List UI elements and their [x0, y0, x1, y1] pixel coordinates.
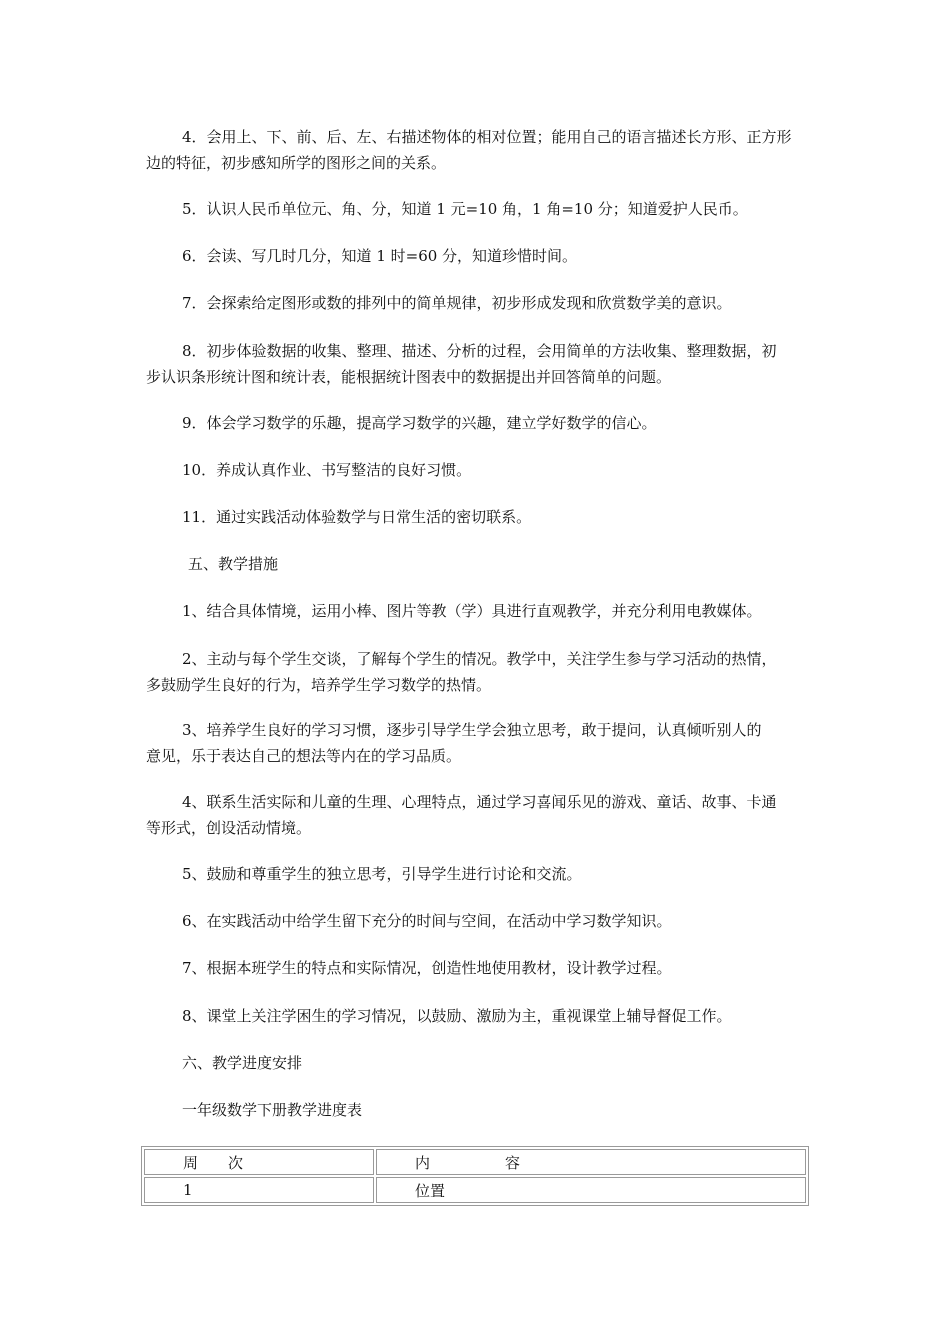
table-caption [146, 1097, 810, 1123]
paragraph-measure-8 [146, 1003, 810, 1029]
text-line: 8．初步体验数据的收集、整理、描述、分析的过程，会用简单的方法收集、整理数据，初 [182, 342, 777, 360]
paragraph-goal-8 [146, 338, 810, 390]
text-line: 1、结合具体情境，运用小棒、图片等教（学）具进行直观教学，并充分利用电教媒体。 [182, 602, 762, 620]
text-line: 10．养成认真作业、书写整洁的良好习惯。 [182, 461, 472, 479]
section-heading-measures [146, 551, 810, 577]
paragraph-goal-9 [146, 410, 810, 436]
text-line: 8、课堂上关注学困生的学习情况，以鼓励、激励为主，重视课堂上辅导督促工作。 [182, 1007, 732, 1025]
cell-content: 位置 [376, 1177, 806, 1203]
paragraph-measure-4 [146, 789, 810, 841]
text-line: 4．会用上、下、前、后、左、右描述物体的相对位置；能用自己的语言描述长方形、正方形 [182, 128, 792, 146]
paragraph-goal-6 [146, 243, 810, 269]
text-line: 2、主动与每个学生交谈，了解每个学生的情况。教学中，关注学生参与学习活动的热情， [182, 650, 777, 668]
table-header-row [144, 1149, 806, 1175]
paragraph-goal-10 [146, 457, 810, 483]
text-line: 7．会探索给定图形或数的排列中的简单规律，初步形成发现和欣赏数学美的意识。 [182, 294, 732, 312]
text-line: 5．认识人民币单位元、角、分，知道 1 元=10 角，1 角=10 分；知道爱护人民币。 [182, 200, 748, 218]
paragraph-measure-7 [146, 955, 810, 981]
text-line: 6．会读、写几时几分，知道 1 时=60 分，知道珍惜时间。 [182, 247, 578, 265]
text-line: 等形式，创设活动情境。 [146, 819, 312, 837]
paragraph-measure-2 [146, 646, 810, 698]
text-line: 7、根据本班学生的特点和实际情况，创造性地使用教材，设计教学过程。 [182, 959, 672, 977]
paragraph-measure-1 [146, 598, 810, 624]
text-line: 多鼓励学生良好的行为，培养学生学习数学的热情。 [146, 676, 492, 694]
paragraph-measure-6 [146, 908, 810, 934]
paragraph-measure-3 [146, 717, 810, 769]
header-content: 内 容 [376, 1149, 806, 1175]
cell-week: 1 [144, 1177, 374, 1203]
table-row [144, 1177, 806, 1203]
text-line: 9．体会学习数学的乐趣，提高学习数学的兴趣，建立学好数学的信心。 [182, 414, 657, 432]
text-line: 步认识条形统计图和统计表，能根据统计图表中的数据提出并回答简单的问题。 [146, 368, 672, 386]
text-line: 3、培养学生良好的学习习惯，逐步引导学生学会独立思考，敢于提问，认真倾听别人的 [182, 721, 762, 739]
text-line: 5、鼓励和尊重学生的独立思考，引导学生进行讨论和交流。 [182, 865, 582, 883]
caption-text: 一年级数学下册教学进度表 [182, 1101, 363, 1119]
text-line: 6、在实践活动中给学生留下充分的时间与空间，在活动中学习数学知识。 [182, 912, 672, 930]
paragraph-goal-7 [146, 290, 810, 316]
text-line: 边的特征，初步感知所学的图形之间的关系。 [146, 154, 447, 172]
schedule-table [141, 1146, 809, 1206]
text-line: 意见，乐于表达自己的想法等内在的学习品质。 [146, 747, 462, 765]
header-week: 周 次 [144, 1149, 374, 1175]
paragraph-goal-4 [146, 124, 810, 176]
heading-text: 六、教学进度安排 [182, 1054, 303, 1072]
text-line: 11．通过实践活动体验数学与日常生活的密切联系。 [182, 508, 532, 526]
paragraph-measure-5 [146, 861, 810, 887]
text-line: 4、联系生活实际和儿童的生理、心理特点，通过学习喜闻乐见的游戏、童话、故事、卡通 [182, 793, 777, 811]
section-heading-schedule [146, 1050, 810, 1076]
paragraph-goal-11 [146, 504, 810, 530]
paragraph-goal-5 [146, 196, 810, 222]
heading-text: 五、教学措施 [188, 555, 279, 573]
